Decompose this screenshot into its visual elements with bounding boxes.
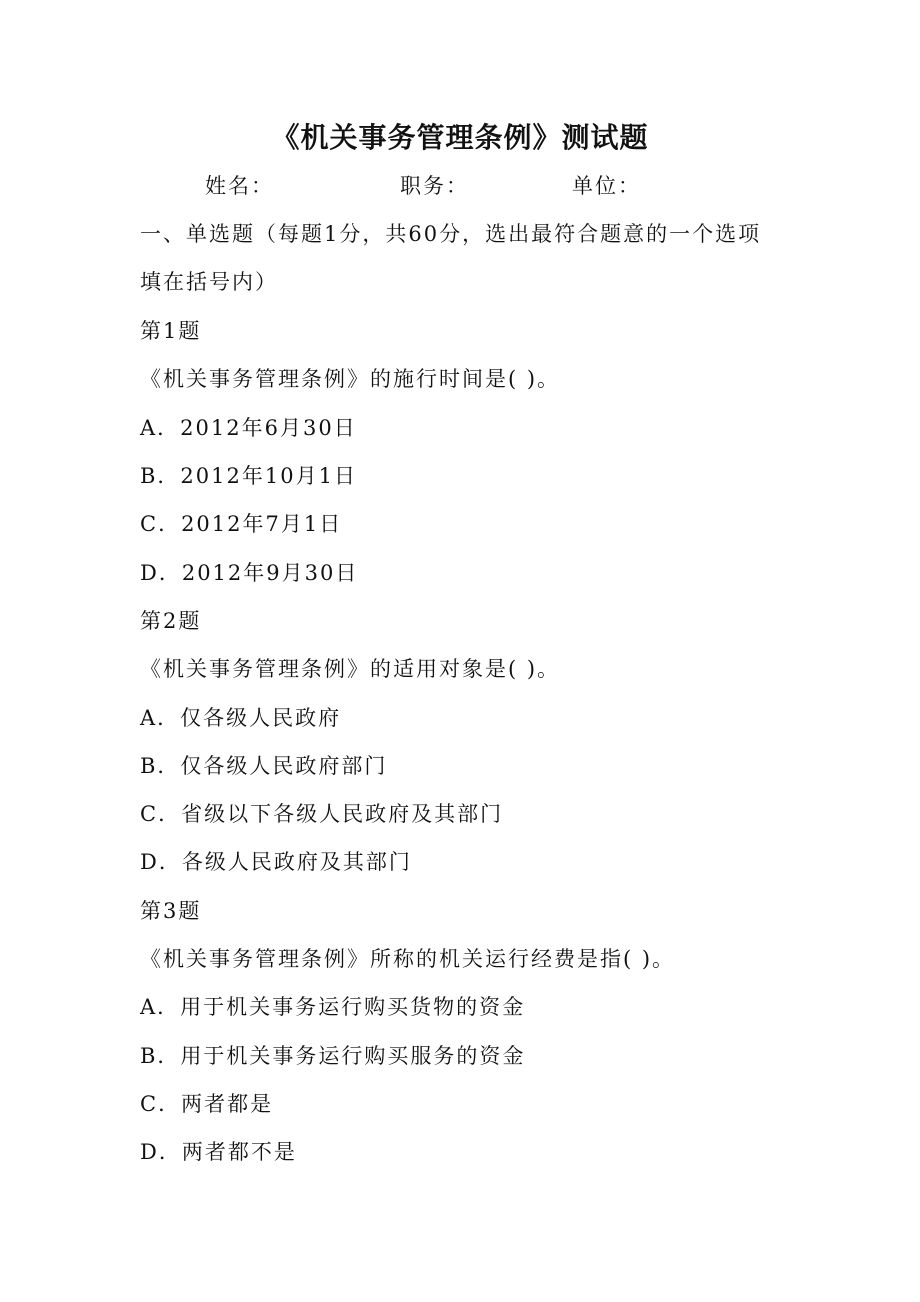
document-title: 《机关事务管理条例》测试题 (271, 121, 649, 154)
unit-label: 单位： (572, 174, 641, 198)
question-3-option-c: C．两者都是 (140, 1092, 274, 1116)
personal-info-row (0, 170, 920, 200)
question-1-stem: 《机关事务管理条例》的施行时间是( )。 (140, 367, 561, 391)
question-3-option-b: B．用于机关事务运行购买服务的资金 (140, 1044, 526, 1068)
question-1-option-a: A．2012年6月30日 (140, 416, 357, 440)
question-2-stem: 《机关事务管理条例》的适用对象是( )。 (140, 657, 561, 681)
question-1-option-c: C．2012年7月1日 (140, 512, 343, 536)
question-1-option-b: B．2012年10月1日 (140, 464, 357, 488)
name-label: 姓名： (205, 174, 274, 198)
question-3-number: 第3题 (140, 899, 202, 923)
question-2-option-a: A．仅各级人民政府 (140, 706, 342, 730)
question-3-stem: 《机关事务管理条例》所称的机关运行经费是指( )。 (140, 947, 676, 971)
question-2-option-d: D．各级人民政府及其部门 (140, 850, 412, 874)
question-1-number: 第1题 (140, 319, 202, 343)
question-3-option-a: A．用于机关事务运行购买货物的资金 (140, 995, 526, 1019)
position-label: 职务： (400, 174, 469, 198)
question-2-option-b: B．仅各级人民政府部门 (140, 754, 388, 778)
question-2-option-c: C．省级以下各级人民政府及其部门 (140, 802, 504, 826)
section-heading-line-1: 一、单选题（每题1分，共60分，选出最符合题意的一个选项 (140, 222, 762, 246)
question-3-option-d: D．两者都不是 (140, 1140, 297, 1164)
question-1-option-d: D．2012年9月30日 (140, 561, 359, 585)
section-heading-line-2: 填在括号内） (140, 270, 278, 294)
question-2-number: 第2题 (140, 609, 202, 633)
